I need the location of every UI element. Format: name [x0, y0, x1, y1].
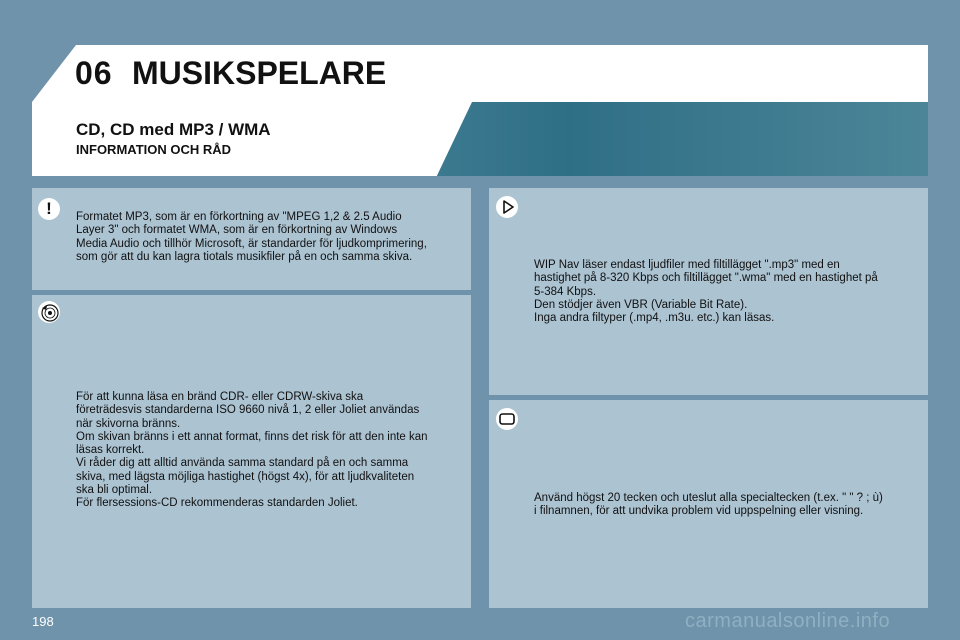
panel-note-text [534, 492, 883, 519]
text-line: Formatet MP3, som är en förkortning av "MPEG 1,2 & 2.5 Audio [76, 211, 402, 223]
exclamation-icon: ! [38, 198, 60, 220]
page-number: 198 [32, 614, 54, 629]
chapter-title: MUSIKSPELARE [132, 55, 387, 91]
text-line: ska bli optimal. [76, 484, 153, 497]
disc-icon [38, 301, 60, 323]
text-line: För att kunna läsa en bränd CDR- eller CDRW-skiva ska [76, 391, 364, 403]
watermark: carmanualsonline.info [685, 610, 891, 632]
text-line: WIP Nav läser endast ljudfiler med filtillägget ".mp3" med en [534, 259, 840, 271]
text-line: hastighet på 8-320 Kbps och filtillägget ".wma" med en hastighet på [534, 272, 878, 285]
text-line: som gör att du kan lagra tiotals musikfiler på en och samma skiva. [76, 250, 413, 263]
play-icon [496, 196, 518, 218]
note-icon [496, 408, 518, 430]
text-line: Den stödjer även VBR (Variable Bit Rate). [534, 298, 748, 311]
panel-play-text [534, 259, 878, 325]
text-line: För flersessions-CD rekommenderas standarden Joliet. [76, 497, 358, 510]
text-line: läsas korrekt. [76, 444, 145, 457]
chapter-number: 06 [75, 55, 113, 91]
section-subtitle: INFORMATION OCH RÅD [76, 142, 232, 157]
text-line: Vi råder dig att alltid använda samma standard på en och samma [76, 457, 409, 470]
text-line: i filnamnen, för att undvika problem vid uppspelning eller visning. [534, 505, 864, 518]
text-line: Inga andra filtyper (.mp4, .m3u. etc.) kan läsas. [534, 312, 775, 325]
text-line: skiva, med lägsta möjliga hastighet (högst 4x), för att ljudkvaliteten [76, 470, 415, 483]
text-line: Media Audio och tillhör Microsoft, är standarder för ljudkomprimering, [76, 237, 427, 250]
panel-disc-text [76, 391, 428, 511]
text-line: 5-384 Kbps. [534, 285, 597, 298]
text-line: när skivorna bränns. [76, 417, 181, 430]
text-line: Om skivan bränns i ett annat format, finns det risk för att den inte kan [76, 430, 428, 443]
text-line: företrädesvis standarderna ISO 9660 nivå 1, 2 eller Joliet användas [76, 404, 420, 417]
text-line: Layer 3" och formatet WMA, som är en förkortning av Windows [76, 224, 398, 237]
header-corner-cut [32, 45, 76, 102]
text-line: Använd högst 20 tecken och uteslut alla specialtecken (t.ex. " " ? ; ù) [534, 492, 883, 504]
panel-warning-text [76, 211, 427, 264]
section-title: CD, CD med MP3 / WMA [76, 120, 271, 139]
